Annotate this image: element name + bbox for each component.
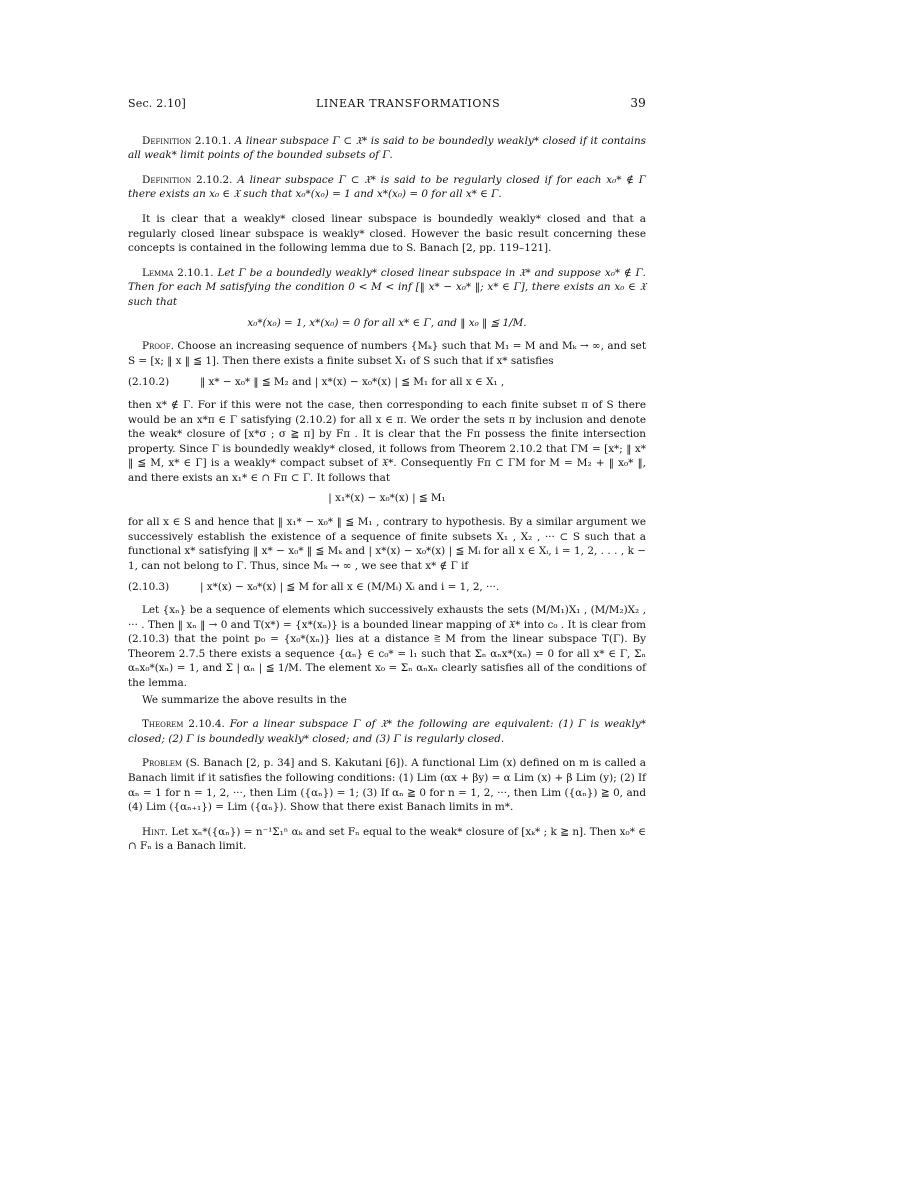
lemma-text: Let Γ be a boundedly weakly* closed linear subspace in 𝔛* and suppose x₀* ∉ Γ. Then for each M satisfying the condition 0 < M < inf [‖ x* − x₀* ‖; x* ∈ Γ], there exists an x₀ ∈ 𝔛 such that	[128, 266, 646, 308]
lemma-label: Lemma 2.10.1.	[142, 266, 214, 279]
display-equation: | x₁*(x) − x₀*(x) | ≦ M₁	[328, 492, 446, 505]
equation-number: (2.10.2)	[128, 376, 170, 389]
equation-2-10-2	[128, 375, 646, 390]
hint-text: Let xₙ*({αₙ}) = n⁻¹Σ₁ⁿ αₖ and set Fₙ equal to the weak* closure of [xₖ* ; k ≧ n]. Then x₀* ∈ ∩ Fₙ is a Banach limit.	[128, 825, 646, 853]
page	[128, 96, 646, 864]
running-header	[128, 96, 646, 112]
theorem-text: For a linear subspace Γ of 𝔛* the following are equivalent: (1) Γ is weakly* closed; (2) Γ is boundedly weakly* closed; and (3) Γ is regularly closed.	[128, 718, 646, 745]
page-number: 39	[630, 96, 646, 110]
problem-text: (S. Banach [2, p. 34] and S. Kakutani [6]). A functional Lim (x) defined on m is called a Banach limit if it satisfies the following conditions: (1) Lim (αx + βy) = α Lim (x) + β Lim (y); (2) If αₙ = 1 for n = 1, 2, ···, then Lim ({αₙ}) = 1; (3) If αₙ ≧ 0 for n = 1, 2, ···, then Lim ({αₙ}) ≧ 0, and (4) Lim ({αₙ₊₁}) = Lim ({αₙ}). Show that there exist Banach limits in m*.	[128, 757, 646, 814]
lemma-display-equation: x₀*(x₀) = 1, x*(x₀) = 0 for all x* ∈ Γ, and ‖ x₀ ‖ ≦ 1/M.	[247, 316, 527, 329]
proof-text: Choose an increasing sequence of numbers {Mₖ} such that M₁ = M and Mₖ → ∞, and set S = [x; ‖ x ‖ ≦ 1]. Then there exists a finite subset X₁ of S such that if x* satisfies	[128, 340, 646, 367]
equation-body: | x*(x) − x₀*(x) | ≦ M for all x ∈ (M/Mᵢ) Xᵢ and i = 1, 2, ···.	[200, 581, 500, 594]
proof-paragraph: then x* ∉ Γ. For if this were not the case, then corresponding to each finite subset π of S there would be an x*π ∈ Γ satisfying (2.10.2) for all x ∈ π. We order the sets π by inclusion and denote the weak* closure of [x*σ ; σ ≧ π] by Fπ . It is clear that the Fπ possess the finite intersection property. Since Γ is boundedly weakly* closed, it follows from Theorem 2.10.2 that ΓM = [x*; ‖ x* ‖ ≦ M, x* ∈ Γ] is a weakly* compact subset of 𝔛*. Consequently Fπ ⊂ ΓM for M = M₂ + ‖ x₀* ‖, and there exists an x₁* ∈ ∩ Fπ ⊂ Γ. It follows that	[128, 398, 646, 484]
hint	[128, 825, 646, 854]
equation-number: (2.10.3)	[128, 581, 170, 594]
proof-paragraph: for all x ∈ S and hence that ‖ x₁* − x₀* ‖ ≦ M₁ , contrary to hypothesis. By a similar argument we successively establish the existence of a sequence of finite subsets X₁ , X₂ , ··· ⊂ S such that a functional x* satisfying ‖ x* − x₀* ‖ ≦ Mₖ and | x*(x) − x₀*(x) | ≦ Mᵢ for all x ∈ Xᵢ, i = 1, 2, . . . , k − 1, can not belong to Γ. Thus, since Mₖ → ∞ , we see that x* ∉ Γ if	[128, 516, 646, 572]
definition-label: Definition 2.10.1.	[142, 134, 232, 147]
proof-paragraph: We summarize the above results in the	[142, 693, 347, 706]
definition-label: Definition 2.10.2.	[142, 173, 233, 186]
proof-label: Proof.	[142, 340, 174, 353]
problem-label: Problem	[142, 757, 183, 770]
running-title: LINEAR TRANSFORMATIONS	[315, 97, 501, 110]
lemma-2-10-1	[128, 266, 646, 310]
hint-label: Hint.	[142, 825, 168, 838]
paragraph: It is clear that a weakly* closed linear subspace is boundedly weakly* closed and that a regularly closed linear subspace is weakly* closed. However the basic result concerning these concepts is contained in the following lemma due to S. Banach [2, pp. 119–121].	[128, 212, 646, 255]
section-label: Sec. 2.10]	[128, 97, 186, 110]
theorem-label: Theorem 2.10.4.	[142, 718, 225, 731]
theorem-2-10-4	[128, 717, 646, 746]
definition-2-10-2	[128, 173, 646, 202]
definition-2-10-1	[128, 134, 646, 163]
equation-body: ‖ x* − x₀* ‖ ≦ M₂ and | x*(x) − x₀*(x) | ≦ M₁ for all x ∈ X₁ ,	[200, 376, 505, 389]
definition-text: A linear subspace Γ ⊂ 𝔛* is said to be boundedly weakly* closed if it contains all weak* limit points of the bounded subsets of Γ.	[128, 134, 647, 162]
proof-paragraph	[128, 339, 646, 368]
equation-2-10-3	[128, 580, 646, 595]
problem	[128, 756, 646, 814]
definition-text: A linear subspace Γ ⊂ 𝔛* is said to be regularly closed if for each x₀* ∉ Γ there exists an x₀ ∈ 𝔛 such that x₀*(x₀) = 1 and x*(x₀) = 0 for all x* ∈ Γ.	[128, 173, 646, 201]
proof-paragraph: Let {xₙ} be a sequence of elements which successively exhausts the sets (M/M₁)X₁ , (M/M₂)X₂ , ··· . Then ‖ xₙ ‖ → 0 and T(x*) = {x*(xₙ)} is a bounded linear mapping of 𝔛* into c₀ . It is clear from (2.10.3) that the point p₀ = {x₀*(xₙ)} lies at a distance ≧ M from the linear subspace T(Γ). By Theorem 2.7.5 there exists a sequence {αₙ} ∈ c₀* = l₁ such that Σₙ αₙx*(xₙ) = 0 for all x* ∈ Γ, Σₙ αₙx₀*(xₙ) = 1, and Σ | αₙ | ≦ 1/M. The element x₀ = Σₙ αₙxₙ clearly satisfies all of the conditions of the lemma.	[128, 604, 646, 689]
